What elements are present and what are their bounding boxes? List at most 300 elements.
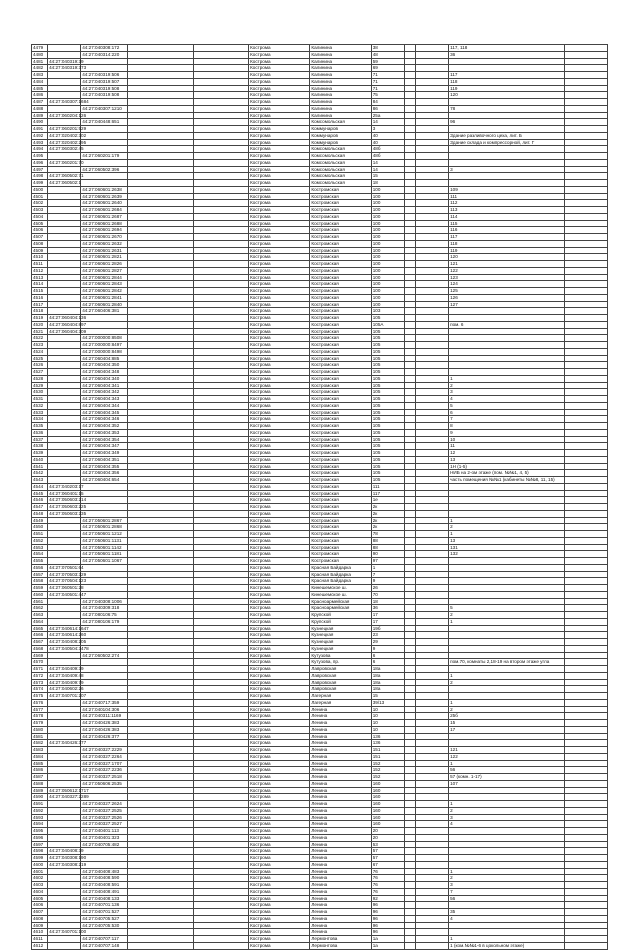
house-cell: 25а (371, 112, 404, 119)
street-cell: Ленина (310, 834, 371, 841)
city-cell: Кострома (249, 119, 310, 126)
blank-cell (564, 450, 607, 457)
object-cadastral-number (81, 126, 128, 133)
city-cell: Кострома (249, 328, 310, 335)
row-number: 4580 (32, 726, 48, 733)
blank-cell (415, 456, 448, 463)
premises-cell: 120 (449, 254, 565, 261)
row-number: 4506 (32, 227, 48, 234)
blank-cell (193, 335, 248, 342)
city-cell: Кострома (249, 720, 310, 727)
blank-cell (193, 423, 248, 430)
premises-cell: НИБ на 2-ом этаже (пом. №№1, 4, 5) (449, 470, 565, 477)
table-row (32, 342, 608, 349)
object-cadastral-number: 44:27:000000:8498 (81, 348, 128, 355)
city-cell: Кострома (249, 240, 310, 247)
blank-cell (193, 315, 248, 322)
blank-cell (415, 726, 448, 733)
blank-cell (564, 58, 607, 65)
city-cell: Кострома (249, 902, 310, 909)
object-cadastral-number (81, 483, 128, 490)
city-cell: Кострома (249, 429, 310, 436)
premises-cell (449, 652, 565, 659)
premises-cell: пом. 6 (449, 321, 565, 328)
blank-cell (404, 105, 415, 112)
blank-cell (564, 402, 607, 409)
table-row (32, 605, 608, 612)
blank-cell (193, 922, 248, 929)
land-cadastral-number (48, 200, 81, 207)
street-cell: Кутузова, пр. (310, 659, 371, 666)
premises-cell (449, 585, 565, 592)
premises-cell (449, 591, 565, 598)
blank-cell (564, 180, 607, 187)
blank-cell (193, 794, 248, 801)
land-cadastral-number (48, 348, 81, 355)
house-cell: 160 (371, 787, 404, 794)
blank-cell (415, 254, 448, 261)
row-number: 4609 (32, 922, 48, 929)
row-number: 4507 (32, 234, 48, 241)
land-cadastral-number: 44:27:040408:39 (49, 848, 84, 854)
blank-cell (193, 564, 248, 571)
land-cadastral-number (48, 821, 81, 828)
street-cell: Ленина (310, 713, 371, 720)
blank-cell (564, 882, 607, 889)
city-cell: Кострома (249, 571, 310, 578)
blank-cell (193, 652, 248, 659)
premises-cell (449, 740, 565, 747)
blank-cell (415, 51, 448, 58)
house-cell: 10 (371, 713, 404, 720)
object-cadastral-number: 44:27:000000:8497 (81, 342, 128, 349)
object-cadastral-number: 44:27:040327:2624 (81, 801, 128, 808)
blank-cell (415, 821, 448, 828)
premises-cell (449, 58, 565, 65)
blank-cell (193, 288, 248, 295)
blank-cell (415, 315, 448, 322)
table-row (32, 807, 608, 814)
blank-cell (128, 375, 193, 382)
premises-cell (449, 564, 565, 571)
land-cadastral-number (48, 612, 81, 619)
blank-cell (564, 780, 607, 787)
blank-cell (193, 875, 248, 882)
row-number: 4569 (32, 652, 48, 659)
land-cadastral-number: 44:27:040319:373 (49, 65, 87, 71)
blank-cell (128, 733, 193, 740)
house-cell: 57 (371, 855, 404, 862)
city-cell: Кострома (249, 659, 310, 666)
house-cell: 18а (371, 666, 404, 673)
land-cadastral-number: 44:27:040408:205 (49, 639, 87, 645)
blank-cell (564, 591, 607, 598)
table-row (32, 537, 608, 544)
object-cadastral-number: 44:27:040408:483 (81, 868, 128, 875)
street-cell: Костромская (310, 207, 371, 214)
land-cadastral-number (48, 888, 81, 895)
blank-cell (564, 551, 607, 558)
blank-cell (128, 308, 193, 315)
blank-cell (404, 915, 415, 922)
blank-cell (415, 207, 448, 214)
table-row (32, 706, 608, 713)
table-row (32, 389, 608, 396)
row-number: 4568 (32, 645, 48, 652)
house-cell: 136 (371, 740, 404, 747)
premises-cell (449, 733, 565, 740)
row-number: 4495 (32, 153, 48, 160)
object-cadastral-number: 44:27:060601:2821 (81, 254, 128, 261)
street-cell: Лавровская (310, 672, 371, 679)
blank-cell (415, 369, 448, 376)
blank-cell (564, 78, 607, 85)
city-cell: Кострома (249, 186, 310, 193)
table-row (32, 828, 608, 835)
row-number: 4550 (32, 524, 48, 531)
city-cell: Кострома (249, 537, 310, 544)
blank-cell (564, 814, 607, 821)
land-cadastral-number (48, 186, 81, 193)
land-cadastral-number (48, 699, 81, 706)
land-cadastral-number (48, 524, 81, 531)
premises-cell: Здание разливочного цеха, лит. Б (449, 132, 565, 139)
table-row (32, 625, 608, 632)
blank-cell (415, 402, 448, 409)
blank-cell (564, 126, 607, 133)
blank-cell (415, 409, 448, 416)
city-cell: Кострома (249, 456, 310, 463)
row-number: 4567 (32, 639, 48, 646)
house-cell: 160 (371, 814, 404, 821)
blank-cell (564, 922, 607, 929)
house-cell: 100 (371, 207, 404, 214)
land-cadastral-number: 44:27:020402:302 (49, 132, 87, 138)
city-cell: Кострома (249, 558, 310, 565)
land-cadastral-number (48, 828, 81, 835)
city-cell: Кострома (249, 234, 310, 241)
row-number: 4608 (32, 915, 48, 922)
blank-cell (415, 274, 448, 281)
house-cell: 78 (371, 531, 404, 538)
table-row (32, 321, 608, 328)
blank-cell (564, 490, 607, 497)
blank-cell (564, 713, 607, 720)
blank-cell (415, 186, 448, 193)
table-row (32, 166, 608, 173)
blank-cell (193, 672, 248, 679)
blank-cell (404, 213, 415, 220)
land-cadastral-number (48, 234, 81, 241)
table-row (32, 780, 608, 787)
street-cell: Ленина (310, 726, 371, 733)
blank-cell (404, 58, 415, 65)
premises-cell: 1 (449, 936, 565, 943)
blank-cell (193, 895, 248, 902)
blank-cell (128, 159, 193, 166)
blank-cell (128, 915, 193, 922)
blank-cell (193, 159, 248, 166)
table-row (32, 274, 608, 281)
blank-cell (564, 105, 607, 112)
object-cadastral-number: 44:27:060404:344 (81, 402, 128, 409)
table-row (32, 726, 608, 733)
city-cell: Кострома (249, 416, 310, 423)
house-cell: 6 (371, 659, 404, 666)
row-number: 4572 (32, 672, 48, 679)
street-cell: Костромская (310, 531, 371, 538)
blank-cell (564, 443, 607, 450)
blank-cell (128, 929, 193, 936)
city-cell: Кострома (249, 342, 310, 349)
blank-cell (564, 659, 607, 666)
blank-cell (404, 261, 415, 268)
city-cell: Кострома (249, 301, 310, 308)
blank-cell (415, 436, 448, 443)
blank-cell (404, 639, 415, 646)
blank-cell (404, 558, 415, 565)
land-cadastral-number: 44:27:040602:26 (49, 686, 84, 692)
blank-cell (128, 146, 193, 153)
house-cell: 100 (371, 261, 404, 268)
blank-cell (415, 301, 448, 308)
blank-cell (415, 942, 448, 949)
blank-cell (128, 416, 193, 423)
blank-cell (564, 652, 607, 659)
blank-cell (415, 348, 448, 355)
house-cell: 105 (371, 375, 404, 382)
house-cell: 1а (371, 936, 404, 943)
object-cadastral-number: 44:27:060404:349 (81, 450, 128, 457)
blank-cell (415, 294, 448, 301)
row-number: 4487 (32, 99, 48, 106)
blank-cell (193, 186, 248, 193)
row-number: 4547 (32, 504, 48, 511)
blank-cell (193, 612, 248, 619)
blank-cell (128, 362, 193, 369)
blank-cell (564, 787, 607, 794)
land-cadastral-number (48, 726, 81, 733)
house-cell: 160 (371, 780, 404, 787)
land-cadastral-number (48, 274, 81, 281)
blank-cell (193, 477, 248, 484)
city-cell: Кострома (249, 544, 310, 551)
house-cell: 105 (371, 362, 404, 369)
table-row (32, 915, 608, 922)
house-cell: 160 (371, 807, 404, 814)
blank-cell (415, 159, 448, 166)
premises-cell: 78 (449, 105, 565, 112)
street-cell: Костромская (310, 517, 371, 524)
street-cell: Костромская (310, 443, 371, 450)
street-cell: Красная Байдарка (310, 571, 371, 578)
city-cell: Кострома (249, 166, 310, 173)
blank-cell (415, 767, 448, 774)
house-cell: 160 (371, 821, 404, 828)
blank-cell (415, 450, 448, 457)
object-cadastral-number: 44:27:060601:2688 (81, 220, 128, 227)
blank-cell (404, 510, 415, 517)
street-cell: Костромская (310, 558, 371, 565)
blank-cell (128, 85, 193, 92)
blank-cell (404, 274, 415, 281)
blank-cell (128, 58, 193, 65)
row-number: 4597 (32, 841, 48, 848)
row-number: 4505 (32, 220, 48, 227)
blank-cell (128, 767, 193, 774)
city-cell: Кострома (249, 605, 310, 612)
blank-cell (415, 247, 448, 254)
blank-cell (415, 200, 448, 207)
blank-cell (415, 868, 448, 875)
premises-cell: 1 (449, 760, 565, 767)
premises-cell: 123 (449, 274, 565, 281)
table-row (32, 598, 608, 605)
premises-cell: 5 (449, 402, 565, 409)
blank-cell (564, 794, 607, 801)
blank-cell (415, 389, 448, 396)
premises-cell: 122 (449, 753, 565, 760)
premises-cell: пом.70, комнаты 2,18-19 на втором этаже угла (449, 659, 565, 666)
premises-cell: 1 (ком.№№1-6 в цокольном этаже) (449, 942, 565, 949)
blank-cell (415, 490, 448, 497)
blank-cell (415, 875, 448, 882)
object-cadastral-number (81, 58, 128, 65)
table-row (32, 402, 608, 409)
premises-cell (449, 308, 565, 315)
blank-cell (415, 618, 448, 625)
blank-cell (564, 679, 607, 686)
city-cell: Кострома (249, 355, 310, 362)
blank-cell (404, 605, 415, 612)
house-cell: 105 (371, 416, 404, 423)
city-cell: Кострома (249, 706, 310, 713)
premises-cell (449, 693, 565, 700)
blank-cell (564, 396, 607, 403)
blank-cell (193, 510, 248, 517)
row-number: 4544 (32, 483, 48, 490)
row-number: 4514 (32, 281, 48, 288)
row-number: 4500 (32, 186, 48, 193)
blank-cell (564, 720, 607, 727)
table-row (32, 686, 608, 693)
blank-cell (193, 362, 248, 369)
blank-cell (128, 551, 193, 558)
premises-cell: 3 (449, 882, 565, 889)
row-number: 4543 (32, 477, 48, 484)
blank-cell (415, 936, 448, 943)
blank-cell (128, 200, 193, 207)
blank-cell (404, 490, 415, 497)
blank-cell (415, 382, 448, 389)
object-cadastral-number (81, 585, 128, 592)
city-cell: Кострома (249, 625, 310, 632)
land-cadastral-number (48, 733, 81, 740)
blank-cell (404, 254, 415, 261)
row-number: 4570 (32, 659, 48, 666)
house-cell: 2к (371, 517, 404, 524)
land-cadastral-number: 44:27:040308:219 (49, 861, 87, 867)
street-cell: Ленина (310, 814, 371, 821)
blank-cell (564, 227, 607, 234)
house-cell: 90 (371, 551, 404, 558)
street-cell: Ленина (310, 720, 371, 727)
object-cadastral-number: 44:27:050601:2867 (81, 517, 128, 524)
house-cell: 1 (371, 564, 404, 571)
land-cadastral-number (48, 308, 81, 315)
land-cadastral-number: 44:27:070501:64 (49, 564, 84, 570)
blank-cell (404, 342, 415, 349)
object-cadastral-number: 44:27:040327:2229 (81, 747, 128, 754)
blank-cell (128, 227, 193, 234)
blank-cell (404, 591, 415, 598)
land-cadastral-number: 44:27:060404:309 (49, 328, 87, 334)
street-cell: Костромская (310, 382, 371, 389)
house-cell: 105 (371, 382, 404, 389)
blank-cell (128, 443, 193, 450)
table-row (32, 510, 608, 517)
blank-cell (415, 544, 448, 551)
blank-cell (415, 308, 448, 315)
house-cell: 160 (371, 801, 404, 808)
object-cadastral-number: 44:27:060601:2826 (81, 261, 128, 268)
land-cadastral-number (48, 240, 81, 247)
table-row (32, 65, 608, 72)
object-cadastral-number: 44:27:060601:2843 (81, 281, 128, 288)
object-cadastral-number: 44:27:040705:482 (81, 841, 128, 848)
table-row (32, 875, 608, 882)
blank-cell (404, 234, 415, 241)
premises-cell (449, 126, 565, 133)
street-cell: Лавровская (310, 686, 371, 693)
row-number: 4493 (32, 139, 48, 146)
row-number: 4484 (32, 78, 48, 85)
blank-cell (564, 193, 607, 200)
blank-cell (128, 261, 193, 268)
table-row (32, 220, 608, 227)
blank-cell (564, 355, 607, 362)
street-cell: Калинина (310, 72, 371, 79)
blank-cell (415, 659, 448, 666)
land-cadastral-number (48, 463, 81, 470)
street-cell: Ленина (310, 753, 371, 760)
object-cadastral-number (81, 855, 128, 862)
blank-cell (128, 497, 193, 504)
table-row (32, 936, 608, 943)
land-cadastral-number (48, 247, 81, 254)
blank-cell (404, 720, 415, 727)
house-cell: 20 (371, 828, 404, 835)
object-cadastral-number: 44:27:060601:2687 (81, 213, 128, 220)
premises-cell (449, 369, 565, 376)
row-number: 4533 (32, 409, 48, 416)
house-cell: 39/13 (371, 699, 404, 706)
city-cell: Кострома (249, 213, 310, 220)
blank-cell (193, 544, 248, 551)
blank-cell (193, 855, 248, 862)
city-cell: Кострома (249, 753, 310, 760)
premises-cell: 4 (449, 821, 565, 828)
street-cell: Костромская (310, 470, 371, 477)
land-cadastral-number (48, 92, 81, 99)
land-cadastral-number (48, 652, 81, 659)
city-cell: Кострома (249, 58, 310, 65)
house-cell: 152 (371, 760, 404, 767)
house-cell: 105А (371, 321, 404, 328)
blank-cell (128, 942, 193, 949)
blank-cell (404, 382, 415, 389)
blank-cell (404, 92, 415, 99)
